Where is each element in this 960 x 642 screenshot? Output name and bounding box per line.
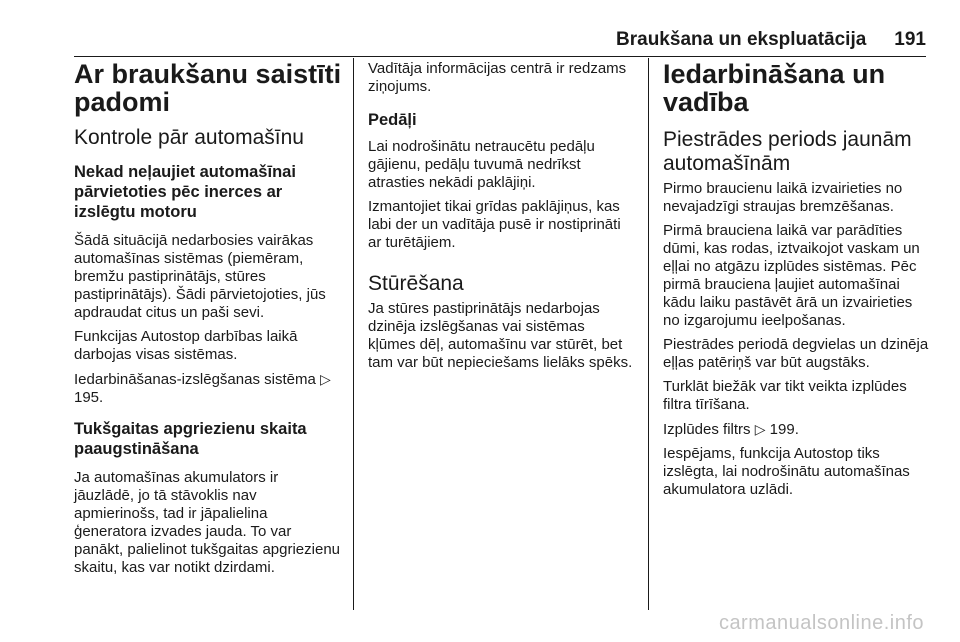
paragraph-floor-mats: Izmantojiet tikai grīdas paklājiņus, kas labi der un vadītāja pusē ir nostiprināti ar turētājiem. [368, 198, 621, 251]
column-left [74, 60, 342, 577]
paragraph-consumption: Piestrādes periodā degvielas un dzinēja eļļas patēriņš var būt augstāks. [663, 336, 929, 371]
section-title: Braukšana un ekspluatācija [616, 29, 867, 50]
column-middle [368, 60, 634, 372]
page-reference-icon: ▷ [754, 421, 766, 437]
paragraph-autostop-systems: Funkcijas Autostop darbības laikā darbojas visas sistēmas. [74, 328, 298, 363]
paragraph-dic-message: Vadītāja informācijas centrā ir redzams ziņojums. [368, 60, 627, 95]
page-reference-icon: ▷ [319, 371, 331, 387]
subheading-idle-speed: Tukšgaitas apgriezienu skaita paaugstināšana [74, 420, 307, 458]
chapter-heading-starting: Iedarbināšana un vadība [663, 59, 886, 117]
paragraph-systems-inactive: Šādā situācijā nedarbosies vairākas automašīnas sistēmas (piemēram, bremžu pastiprinātājs, stūres pastiprinātājs). Šādi pārvietojoties, jūs apdraudat citus un paši sevi. [74, 232, 326, 321]
subheading-pedals: Pedāļi [368, 111, 417, 129]
paragraph-smoke: Pirmā brauciena laikā var parādīties dūmi, kas rodas, iztvaikojot vaskam un eļļai no atgāzu izplūdes sistēmas. Pēc pirmā brauciena ļaujiet automašīnai kādu laiku pastāvēt ārā un izvairieties no izgarojumu ieelpošanas. [663, 222, 920, 329]
column-divider-1 [353, 58, 354, 610]
header-divider [74, 56, 926, 57]
paragraph-pedal-travel: Lai nodrošinātu netraucētu pedāļu gājienu, pedāļu tuvumā nedrīkst atrasties nekādi paklājiņi. [368, 138, 595, 191]
page-header [74, 28, 926, 52]
page-number: 191 [894, 29, 926, 50]
paragraph-start-stop-ref: Iedarbināšanas-izslēgšanas sistēma ▷ 195. [74, 371, 331, 406]
subheading-coasting: Nekad neļaujiet automašīnai pārvietoties pēc inerces ar izslēgtu motoru [74, 163, 296, 221]
paragraph-idle-speed: Ja automašīnas akumulators ir jāuzlādē, jo tā stāvoklis nav apmierinošs, tad ir jāpalielina ģeneratora izvades jauda. To var panākt, palielinot tukšgaitas apgriezienu skaitu, kas var notikt dzirdami. [74, 469, 341, 576]
column-right [663, 60, 929, 499]
column-divider-2 [648, 58, 649, 610]
chapter-heading: Ar braukšanu saistīti padomi [74, 59, 342, 117]
paragraph-steering: Ja stūres pastiprinātājs nedarbojas dzinēja izslēgšanas vai sistēmas kļūmes dēļ, automašīnu var stūrēt, bet tam var būt nepieciešams lielāks spēks. [368, 300, 633, 371]
section-heading-vehicle-control: Kontrole pār automašīnu [74, 126, 304, 149]
section-heading-steering: Stūrēšana [368, 272, 464, 295]
page-reference-link[interactable]: 199. [769, 421, 799, 438]
watermark: carmanualsonline.info [718, 612, 924, 634]
paragraph-filter-cleaning: Turklāt biežāk var tikt veikta izplūdes filtra tīrīšana. [663, 378, 907, 413]
paragraph-braking: Pirmo braucienu laikā izvairieties no nevajadzīgi straujas bremzēšanas. [663, 180, 903, 215]
section-heading-running-in: Piestrādes periods jaunām automašīnām [663, 128, 912, 175]
paragraph-exhaust-filter-ref: Izplūdes filtrs ▷ 199. [663, 421, 799, 438]
page-reference-link[interactable]: 195. [74, 389, 104, 406]
paragraph-autostop-battery: Iespējams, funkcija Autostop tiks izslēgta, lai nodrošinātu automašīnas akumulatora uzlādi. [663, 445, 910, 498]
